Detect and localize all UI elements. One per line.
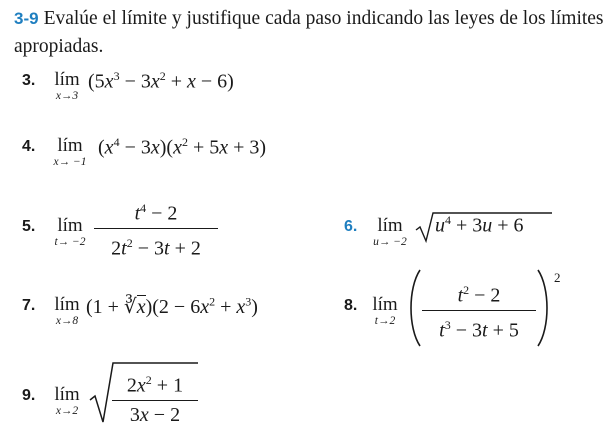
lim-approach: x→3 — [55, 90, 79, 102]
lim-approach: t→2 — [374, 315, 396, 327]
problem-3-expression: $(5x^3 - 3x^2 + x - 6)$ — [88, 69, 234, 93]
lim-word: lím — [54, 69, 80, 90]
problem-8-limit — [370, 295, 400, 327]
lim-approach: u→ −2 — [373, 236, 407, 248]
problem-6-number: 6. — [344, 218, 358, 235]
fraction-bar — [422, 310, 536, 311]
lim-approach: x→ −1 — [53, 156, 87, 168]
problem-4-limit — [50, 136, 90, 168]
problem-7-limit — [50, 295, 84, 327]
lim-word: lím — [54, 294, 80, 315]
lim-word: lím — [54, 384, 80, 405]
problem-9-number: 9. — [22, 387, 36, 404]
lim-approach: t→ −2 — [54, 236, 86, 248]
lim-word: lím — [372, 294, 398, 315]
fraction-bar — [94, 228, 218, 229]
lim-approach: x→2 — [55, 405, 79, 417]
problem-5-number: 5. — [22, 218, 36, 235]
problem-6-limit — [370, 216, 410, 248]
problem-9-limit — [50, 385, 84, 417]
problem-7-expression: (1 + ∛x)(2 − $6x^2 + x^3$) — [86, 294, 258, 318]
left-paren-large — [404, 268, 424, 348]
problem-8-denominator: $t^3 - 3t + 5$ — [439, 317, 519, 342]
right-paren-large — [534, 268, 554, 348]
problem-3-number: 3. — [22, 72, 36, 89]
problem-9-numerator: $2x^2 + 1$ — [126, 373, 184, 397]
lim-approach: x→8 — [55, 315, 79, 327]
problem-8-numerator: $t^2 - 2$ — [457, 283, 501, 307]
problem-8-exponent: 2 — [554, 270, 561, 285]
lim-word: lím — [57, 135, 83, 156]
problem-3-limit — [50, 70, 84, 102]
problem-4-number: 4. — [22, 138, 36, 155]
lim-word: lím — [377, 215, 403, 236]
problem-5-denominator: $2t^2 - 3t + 2$ — [111, 235, 201, 260]
problem-9-fraction — [112, 368, 198, 427]
problem-8-fraction — [422, 278, 536, 342]
fraction-bar — [112, 400, 198, 401]
exercise-instructions: Evalúe el límite y justifique cada paso indicando las leyes de los límites apropiadas. — [14, 8, 604, 57]
exercise-intro — [14, 5, 609, 61]
lim-word: lím — [57, 215, 83, 236]
problem-5-fraction — [94, 196, 218, 260]
problem-6-radicand: $u^4 + 3u + 6$ — [435, 213, 524, 237]
problem-7-number: 7. — [22, 297, 36, 314]
problem-9-denominator: 3x − 2 — [129, 403, 181, 426]
problem-5-limit — [50, 216, 90, 248]
exercise-range: 3-9 — [14, 9, 39, 28]
problem-8-number: 8. — [344, 297, 358, 314]
problem-4-expression: $(x^4 - 3x)(x^2 + 5x + 3)$ — [98, 135, 267, 159]
problem-5-numerator: $t^4 - 2$ — [134, 201, 178, 225]
